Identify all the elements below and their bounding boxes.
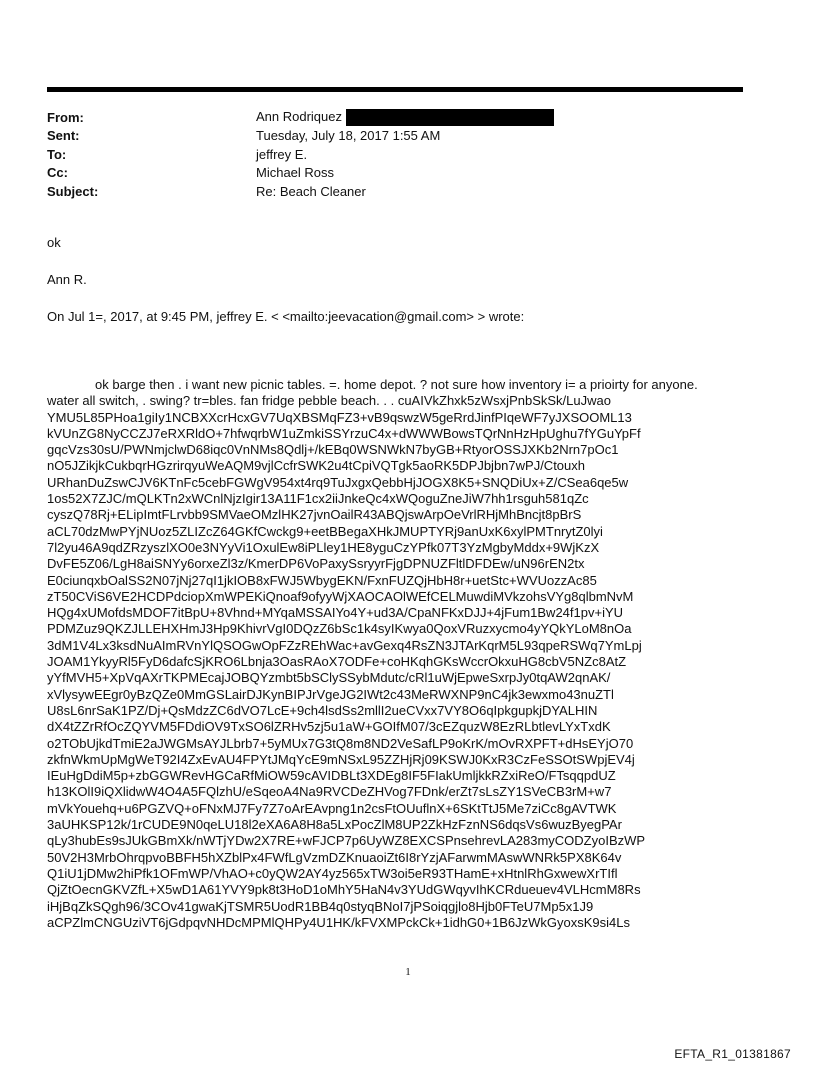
encoded-line: nO5JZikjkCukbqrHGzrirqyuWeAQM9vjlCcfrSWK2u4tCpiVQTgk5aoRK5DPJbjbn7wPJ/Ctouxh	[47, 458, 585, 474]
bates-number: EFTA_R1_01381867	[674, 1047, 791, 1061]
encoded-line: kVUnZG8NyCCZJ7eRXRldO+7hfwqrbW1uZmkiSSYrzuC4x+dWWWBowsTQrNnHzHpUghu7fYGuYpFf	[47, 425, 641, 441]
from-label: From:	[47, 109, 84, 125]
encoded-line: PDMZuz9QKZJLLEHXHmJ3Hp9KhivrVgI0DQzZ6bSc1k4syIKwya0QoxVRuzxycmo4yYQkYLoM8nOa	[47, 621, 632, 637]
signature: Ann R.	[47, 272, 87, 287]
to-row	[47, 145, 747, 164]
encoded-line: 50V2H3MrbOhrqpvoBBFH5hXZblPx4FWfLgVzmDZKnuaoiZt6I8rYzjAFarwmMAswWNRk5PX8K64v	[47, 849, 622, 865]
encoded-line: aCL70dzMwPYjNUoz5ZLIZcZ64GKfCwckg9+eetBBegaXHkJMUPTYRj9anUxK6xylPMTnrytZ0lyi	[47, 523, 603, 539]
encoded-line: aCPZlmCNGUziVT6jGdpqvNHDcMPMlQHPy4U1HK/kFVXMPckCk+1idhG0+1B6JzWkGyoxsK9si4Ls	[47, 914, 630, 930]
encoded-line: iHjBqZkSQgh96/3COv41gwaKjTSMR5UodR1BB4q0styqBNoI7jPSoiqgjlo8Hjb0FTeU7Mp5x1J9	[47, 898, 594, 914]
redaction-bar	[346, 109, 554, 126]
quoted-line: water all switch, . swing? tr=bles. fan fridge pebble beach. . . cuAIVkZhxk5zWsxjPnbSkSk/LuJwao	[47, 393, 611, 409]
sent-label: Sent:	[47, 128, 80, 144]
to-label: To:	[47, 146, 67, 162]
encoded-line: URhanDuZswCJV6KTnFc5cebFGWgV954xt4rq9TuJxgxQebbHjJOGX8K5+SNQDiUx+Z/CSea6qe5w	[47, 474, 629, 490]
encoded-line: 1os52X7ZJC/mQLKTn2xWCnlNjzIgir13A11F1cx2iiJnkeQc4xWQoguZneJiW7hh1rsguh581qZc	[47, 491, 589, 507]
page-number: 1	[405, 966, 411, 978]
from-value: Ann Rodriquez	[256, 108, 342, 124]
sent-row	[47, 127, 747, 146]
subject-row	[47, 182, 747, 201]
encoded-line: Q1iU1jDMw2hiPfk1OFmWP/VhAO+c0yQW2AY4yz565xTW3oi5eR93THamE+xHtnlRhGxwewXrTIfl	[47, 865, 618, 881]
encoded-line: gqcVzs30sU/PWNmjclwD68iqc0VnNMs8Qdlj+/kEBq0WSNWkN7byGB+RtyorOSSJXKb2Nrn7pOc1	[47, 442, 619, 458]
encoded-line: HQg4xUMofdsMDOF7itBpU+8Vhnd+MYqaMSSAIYo4Y+ud3A/CpaNFKxDJJ+4jFum1Bw24f1pv+iYU	[47, 605, 624, 621]
from-row	[47, 108, 747, 127]
quote-intro: On Jul 1=, 2017, at 9:45 PM, jeffrey E. < <mailto:jeevacation@gmail.com> > wrote:	[47, 309, 525, 324]
email-header	[47, 108, 747, 201]
encoded-line: IEuHgDdiM5p+zbGGWRevHGCaRfMiOW59cAVIDBLt3XDEg8IF5FIakUmljkkRZxiReO/FTsqqpdUZ	[47, 768, 616, 784]
encoded-line: o2TObUjkdTmiE2aJWGMsAYJLbrb7+5yMUx7G3tQ8m8ND2VeSafLP9oKrK/mOvRXPFT+dHsEYjO70	[47, 735, 634, 751]
encoded-line: 3aUHKSP12k/1rCUDE9N0qeLU18l2eXA6A8H8a5LxPocZlM8UP2ZkHzFznNS6dqsVs6wuzByegPAr	[47, 817, 622, 833]
subject-value: Re: Beach Cleaner	[256, 183, 366, 199]
quoted-line: ok barge then . i want new picnic tables. =. home depot. ? not sure how inventory i= a prioirty for anyone.	[95, 377, 698, 392]
cc-row	[47, 164, 747, 183]
quoted-message	[47, 377, 767, 931]
encoded-text	[47, 410, 767, 932]
subject-label: Subject:	[47, 183, 99, 199]
cc-label: Cc:	[47, 165, 68, 181]
reply-text: ok	[47, 235, 61, 250]
encoded-line: E0ciunqxbOalSS2N07jNj27qI1jkIOB8xFWJ5WbygEKN/FxnFUZQjHbH8r+uetStc+WVUozzAc85	[47, 572, 597, 588]
encoded-line: zkfnWkmUpMgWeT92I4ZxEvAU4FPYtJMqYcE9mNSxL95ZZHjRj09KSWJ0KxR3CzFeSSOtSWpjEV4j	[47, 751, 635, 767]
encoded-line: xVlysywEEgr0yBzQZe0MmGSLairDJKynBIPJrVgeJG2IWt2c43MeRWXNP9nC4jk3ewxmo43nuZTl	[47, 686, 614, 702]
encoded-line: h13KOlI9iQXlidwW4O4A5FQlzhU/eSqeoA4Na9RVCDeZHVog7FDnk/erZt7sLsZY1SVeCB3rM+w7	[47, 784, 612, 800]
encoded-line: 7l2yu46A9qdZRzyszlXO0e3NYyVi1OxulEw8iPLley1HE8yguCzYPfk07T3YzMgbyMddx+9WjKzX	[47, 539, 600, 555]
encoded-line: yYfMVH5+XpVqAXrTKPMEcajJOBQYzmbt5bSClySSybMdutc/cRl1uWjEpweSxrpJy0tqAW2qnAK/	[47, 670, 611, 686]
encoded-line: qLy3hubEs9sJUkGBmXk/nWTjYDw2X7RE+wFJCP7p6UyWZ8EXCSPnsehrevLA283myCODZyoIBzWP	[47, 833, 646, 849]
header-rule	[47, 87, 743, 92]
encoded-line: JOAM1YkyyRl5FyD6dafcSjKRO6Lbnja3OasRAoX7ODFe+coHKqhGKsWccrOkxuHG8cbV5NZc8AtZ	[47, 654, 627, 670]
encoded-line: cyszQ78Rj+ELipImtFLrvbb9SMVaeOMzlHK27jvnOailR43ABQjswArpOeVrlRHjMhBncjt8pBrS	[47, 507, 582, 523]
encoded-line: QjZtOecnGKVZfL+X5wD1A61YVY9pk8t3HoD1oMhY5HaN4v3YUdGWqyvIhKCRdueuev4VLHcmM8Rs	[47, 882, 641, 898]
to-value: jeffrey E.	[256, 146, 308, 162]
sent-value: Tuesday, July 18, 2017 1:55 AM	[256, 128, 441, 144]
encoded-line: mVkYouehq+u6PGZVQ+oFNxMJ7Fy7Z7oArEAvpng1n2csFtOUuflnX+6SKtTtJ5Me7ziCc8gAVTWK	[47, 800, 617, 816]
encoded-line: U8sL6nrSaK1PZ/Dj+QsMdzZC6dVO7LcE+9ch4lsdSs2mllI2ueCVxx7VY8O6qIpkgupkjDYALHIN	[47, 702, 598, 718]
encoded-line: DvFE5Z06/LgH8aiSNYy6orxeZl3z/KmerDP6VoPaxySsryyrFjgDPNUZFltlDFDEw/uN96rEN2tx	[47, 556, 585, 572]
cc-value: Michael Ross	[256, 165, 335, 181]
encoded-line: YMU5L85PHoa1giIy1NCBXXcrHcxGV7UqXBSMqFZ3+vB9qswzW5geRrdJinfPIqeWF7yJXSOOML13	[47, 409, 632, 425]
encoded-line: 3dM1V4Lx3ksdNuAImRVnYlQSOGwOpFZzREhWac+avGexq4RsZN3JTArKqrM5L93qpeRSWq7YmLpj	[47, 637, 642, 653]
encoded-line: dX4tZZrRfOcZQYVM5FDdiOV9TxSO6lZRHv5zj5u1aW+GOIfM07/3cEZquzW8EzRLbtlevLYxTxdK	[47, 719, 611, 735]
encoded-line: zT50CViS6VE2HCDPdciopXmWPEKiQnoaf9ofyyWjXAOCAOlWEfCELMuwdiMVkzohsVYg8qlbmNvM	[47, 588, 634, 604]
